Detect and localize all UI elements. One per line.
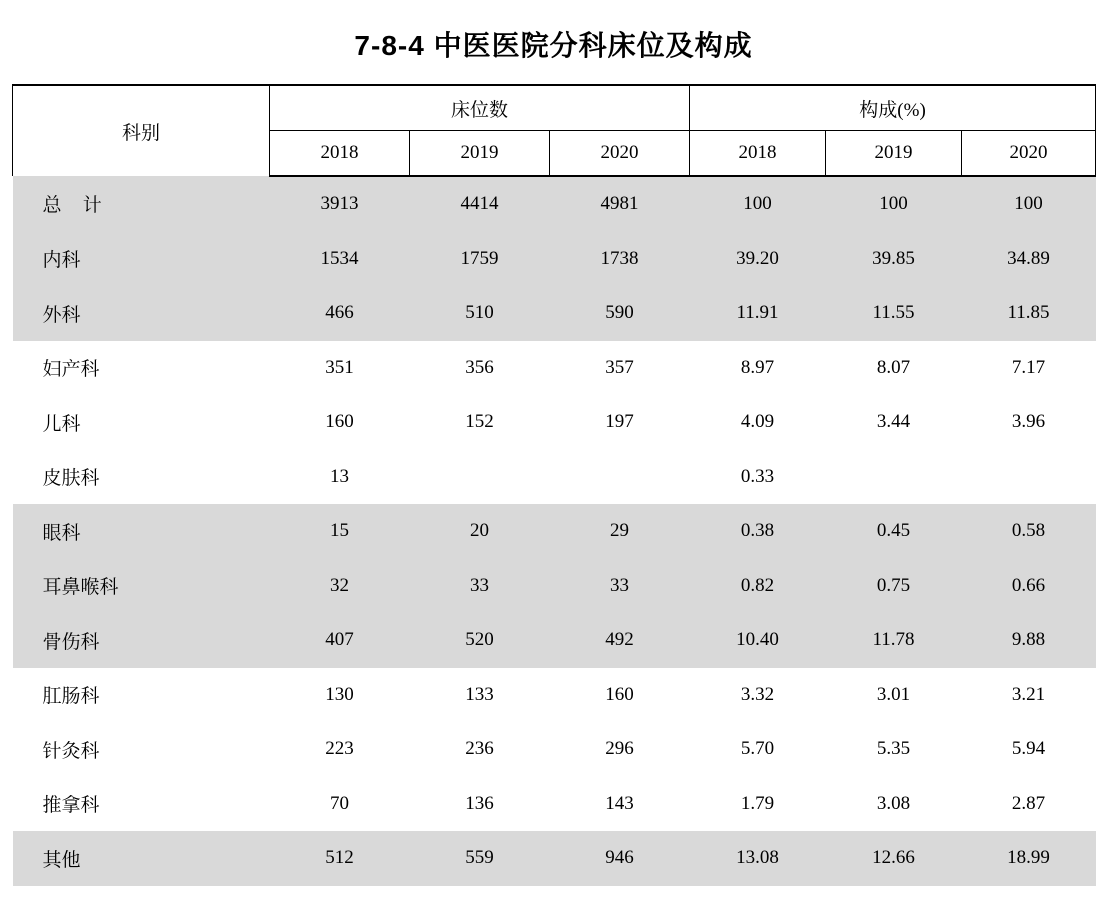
cell-share-2020: 5.94 <box>1011 738 1046 760</box>
cell-beds-2019: 136 <box>465 792 494 814</box>
cell-beds-2020: 357 <box>605 356 634 378</box>
table-row <box>13 232 1096 287</box>
table-header <box>13 85 1096 176</box>
cell-share-2019: 3.08 <box>876 792 911 814</box>
row-dept-label: 其他 <box>13 831 270 886</box>
cell-beds-2018: 351 <box>325 356 354 378</box>
cell-beds-2020: 4981 <box>550 176 690 232</box>
cell-share-2018: 10.40 <box>690 613 826 668</box>
cell-share-2018: 1.79 <box>740 792 775 814</box>
cell-beds-2018: 15 <box>270 504 410 559</box>
cell-beds-2019: 33 <box>410 559 550 614</box>
row-dept-label: 总 计 <box>13 176 270 232</box>
cell-beds-2020: 29 <box>550 504 690 559</box>
cell-beds-2018: 466 <box>270 286 410 341</box>
cell-share-2020: 3.21 <box>1011 683 1046 705</box>
row-dept-label: 耳鼻喉科 <box>13 559 270 614</box>
cell-share-2019: 3.44 <box>876 411 911 433</box>
cell-share-2018: 11.91 <box>690 286 826 341</box>
cell-share-2018: 3.32 <box>740 683 775 705</box>
cell-share-2019: 100 <box>826 176 962 232</box>
cell-beds-2019 <box>410 450 550 505</box>
cell-beds-2020: 160 <box>605 683 634 705</box>
cell-beds-2020: 296 <box>605 738 634 760</box>
table-row <box>13 613 1096 668</box>
cell-share-2018: 39.20 <box>690 232 826 287</box>
row-dept-label: 眼科 <box>13 504 270 559</box>
cell-beds-2020: 1738 <box>550 232 690 287</box>
cell-share-2019: 0.45 <box>826 504 962 559</box>
cell-beds-2020: 33 <box>550 559 690 614</box>
cell-beds-2018: 3913 <box>270 176 410 232</box>
row-dept-label: 骨伤科 <box>13 613 270 668</box>
cell-beds-2019: 356 <box>465 356 494 378</box>
row-dept-label: 妇产科 <box>42 359 100 381</box>
cell-share-2020: 0.58 <box>962 504 1096 559</box>
cell-share-2018: 13.08 <box>690 831 826 886</box>
cell-beds-2018: 32 <box>270 559 410 614</box>
table-row <box>13 777 1096 832</box>
table-row <box>13 504 1096 559</box>
statistics-table <box>12 84 1096 886</box>
cell-share-2020: 11.85 <box>962 286 1096 341</box>
cell-beds-2019: 20 <box>410 504 550 559</box>
cell-share-2020: 7.17 <box>1011 356 1046 378</box>
cell-beds-2019: 133 <box>465 683 494 705</box>
row-dept-label: 内科 <box>13 232 270 287</box>
row-dept-label: 针灸科 <box>42 740 100 762</box>
header-share-2018: 2018 <box>690 131 826 177</box>
cell-share-2019: 11.55 <box>826 286 962 341</box>
cell-share-2018: 0.33 <box>740 465 775 487</box>
table-row <box>13 559 1096 614</box>
cell-beds-2020 <box>550 450 690 505</box>
cell-share-2020: 2.87 <box>1011 792 1046 814</box>
cell-share-2019: 3.01 <box>876 683 911 705</box>
cell-share-2020: 3.96 <box>1011 411 1046 433</box>
row-dept-label: 外科 <box>13 286 270 341</box>
cell-beds-2019: 520 <box>410 613 550 668</box>
row-dept-label: 肛肠科 <box>42 686 100 708</box>
cell-share-2018: 0.38 <box>690 504 826 559</box>
row-dept-label: 儿科 <box>42 413 81 435</box>
header-group-share: 构成(%) <box>690 85 1096 131</box>
row-dept-label: 推拿科 <box>42 795 100 817</box>
cell-beds-2020: 492 <box>550 613 690 668</box>
cell-beds-2018: 13 <box>330 465 349 487</box>
header-beds-2018: 2018 <box>270 131 410 177</box>
table-row <box>13 722 1096 777</box>
row-dept-label: 皮肤科 <box>42 468 100 490</box>
cell-share-2018: 8.97 <box>740 356 775 378</box>
cell-share-2019: 8.07 <box>876 356 911 378</box>
page-title: 7-8-4 中医医院分科床位及构成 <box>354 30 753 61</box>
cell-share-2020: 9.88 <box>962 613 1096 668</box>
cell-beds-2019: 236 <box>465 738 494 760</box>
cell-share-2019 <box>826 450 962 505</box>
table-row <box>13 176 1096 232</box>
cell-beds-2018: 160 <box>325 411 354 433</box>
cell-share-2018: 5.70 <box>740 738 775 760</box>
cell-beds-2018: 407 <box>270 613 410 668</box>
table-row <box>13 286 1096 341</box>
cell-share-2018: 0.82 <box>690 559 826 614</box>
cell-beds-2020: 590 <box>550 286 690 341</box>
cell-beds-2018: 223 <box>325 738 354 760</box>
cell-beds-2020: 143 <box>605 792 634 814</box>
cell-beds-2019: 559 <box>410 831 550 886</box>
table-row <box>13 668 1096 723</box>
header-beds-2020: 2020 <box>550 131 690 177</box>
header-share-2020: 2020 <box>962 131 1096 177</box>
cell-share-2020: 34.89 <box>962 232 1096 287</box>
cell-share-2019: 0.75 <box>826 559 962 614</box>
cell-beds-2018: 1534 <box>270 232 410 287</box>
table-header-row-groups <box>13 85 1096 131</box>
cell-share-2020 <box>962 450 1096 505</box>
cell-beds-2018: 70 <box>330 792 349 814</box>
cell-beds-2019: 152 <box>465 411 494 433</box>
table-body <box>13 176 1096 886</box>
cell-beds-2020: 197 <box>605 411 634 433</box>
table-row <box>13 341 1096 396</box>
header-share-2019: 2019 <box>826 131 962 177</box>
cell-beds-2018: 512 <box>270 831 410 886</box>
table-row <box>13 450 1096 505</box>
cell-share-2018: 4.09 <box>740 411 775 433</box>
table-row <box>13 831 1096 886</box>
cell-share-2019: 5.35 <box>876 738 911 760</box>
cell-share-2018: 100 <box>690 176 826 232</box>
cell-share-2019: 11.78 <box>826 613 962 668</box>
cell-beds-2019: 4414 <box>410 176 550 232</box>
header-beds-2019: 2019 <box>410 131 550 177</box>
cell-beds-2019: 510 <box>410 286 550 341</box>
cell-share-2019: 12.66 <box>826 831 962 886</box>
cell-beds-2018: 130 <box>325 683 354 705</box>
cell-share-2020: 100 <box>962 176 1096 232</box>
cell-beds-2020: 946 <box>550 831 690 886</box>
cell-share-2020: 0.66 <box>962 559 1096 614</box>
cell-share-2020: 18.99 <box>962 831 1096 886</box>
cell-beds-2019: 1759 <box>410 232 550 287</box>
header-group-beds: 床位数 <box>270 85 690 131</box>
table-row <box>13 395 1096 450</box>
cell-share-2019: 39.85 <box>826 232 962 287</box>
header-dept: 科别 <box>13 85 270 176</box>
